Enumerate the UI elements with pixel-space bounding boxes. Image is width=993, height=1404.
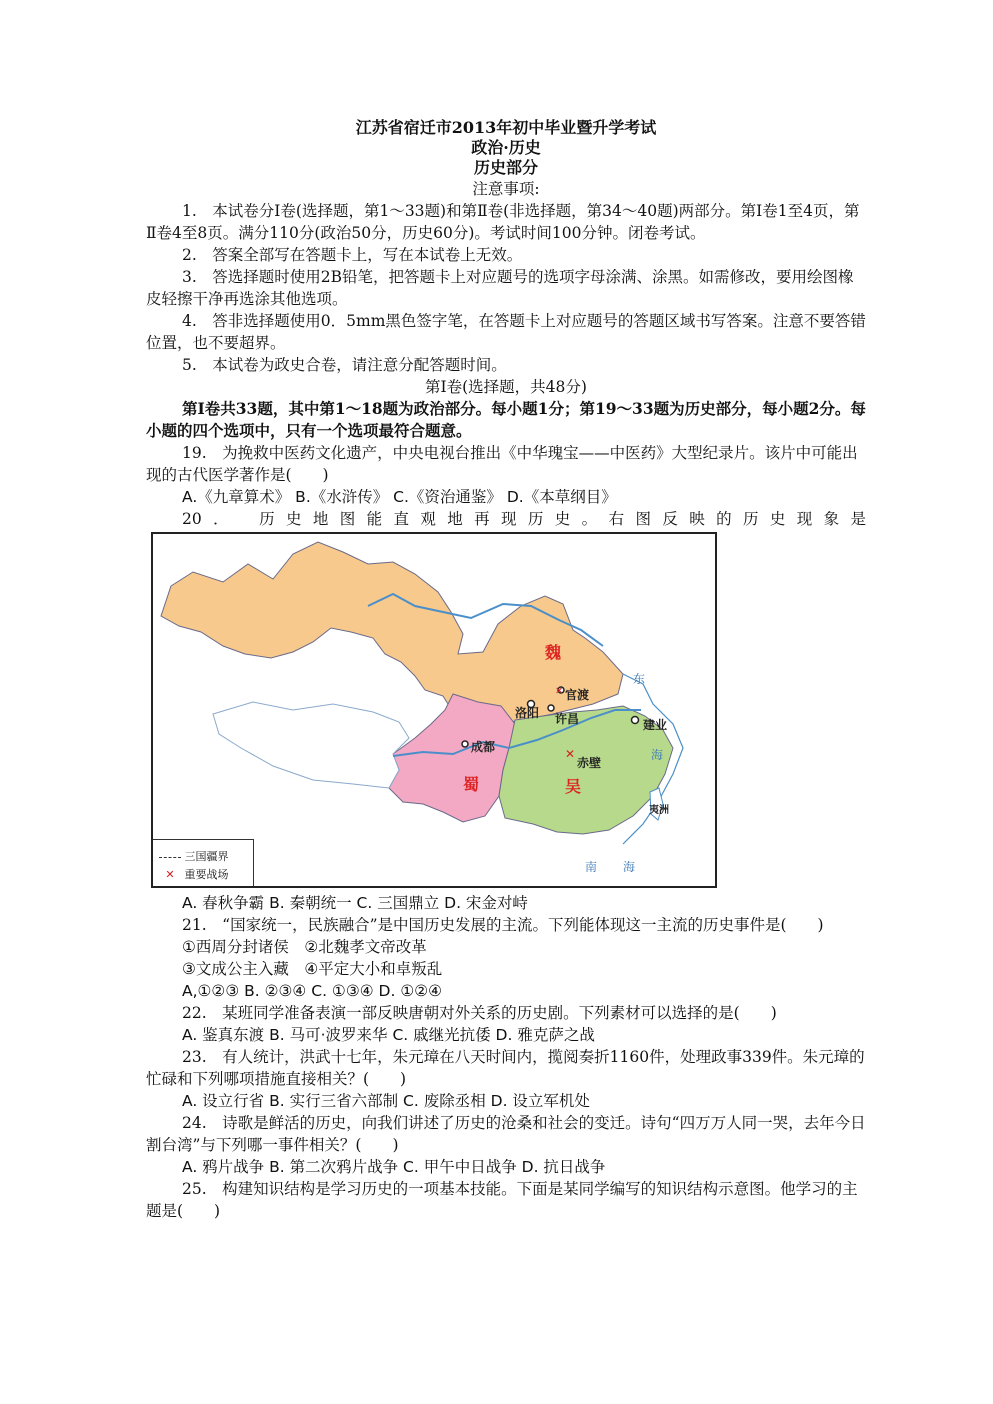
notice-title: 注意事项: [472, 180, 540, 198]
wei-territory [161, 542, 623, 724]
notice-5: 5. 本试卷为政史合卷，请注意分配答题时间。 [182, 356, 507, 374]
label-luoyang: 洛阳 [515, 706, 540, 720]
label-shu: 蜀 [463, 775, 480, 794]
legend-battle-row [159, 864, 229, 886]
label-yizhou: 夷洲 [649, 805, 669, 816]
q21-items2: ③文成公主入藏 ④平定大小和卓叛乱 [182, 960, 443, 978]
shu-territory [389, 694, 515, 822]
q21-stem: 21. “国家统一，民族融合”是中国历史发展的主流。下列能体现这一主流的历史事件是( ) [182, 916, 824, 934]
q23-stem: 23. 有人统计，洪武十七年，朱元璋在八天时间内，揽阅奏折1160件，处理政事339件。朱元璋的忙碌和下列哪项措施直接相关？( ) [146, 1048, 865, 1088]
battle-mark-chibi: ✕ [565, 747, 576, 761]
notice-1: 1. 本试卷分Ⅰ卷(选择题，第1～33题)和第Ⅱ卷(非选择题，第34～40题)两部分。第Ⅰ卷1至4页，第Ⅱ卷4至8页。满分110分(政治50分，历史60分)。考试时间100分钟。闭卷考试。 [146, 202, 860, 242]
q25-stem: 25. 构建知识结构是学习历史的一项基本技能。下面是某同学编写的知识结构示意图。他学习的主题是( ) [146, 1180, 858, 1220]
label-sea-east2: 海 [651, 748, 664, 762]
jianye-marker [632, 717, 639, 724]
q20-options: A. 春秋争霸 B. 秦朝统一 C. 三国鼎立 D. 宋金对峙 [182, 894, 528, 912]
label-xuchang: 许昌 [555, 712, 580, 726]
label-jianye: 建业 [643, 718, 668, 732]
label-wei: 魏 [545, 643, 562, 662]
label-guandu: 官渡 [565, 688, 590, 702]
q23-options: A. 设立行省 B. 实行三省六部制 C. 废除丞相 D. 设立军机处 [182, 1092, 590, 1110]
notice-3: 3. 答选择题时使用2B铅笔，把答题卡上对应题号的选项字母涂满、涂黑。如需修改，要用绘图橡皮轻擦干净再选涂其他选项。 [146, 268, 854, 308]
legend-border-symbol [159, 857, 181, 858]
q19-stem: 19. 为挽救中医药文化遗产，中央电视台推出《中华瑰宝——中医药》大型纪录片。该片中可能出现的古代医学著作是( ) [146, 444, 858, 484]
q21-items1: ①西周分封诸侯 ②北魏孝文帝改革 [182, 938, 427, 956]
label-sea-south: 南 [585, 860, 598, 874]
label-chengdu: 成都 [471, 740, 496, 754]
label-chibi: 赤壁 [577, 756, 602, 770]
label-sea-east: 东 [633, 672, 646, 686]
q22-stem: 22. 某班同学准备表演一部反映唐朝对外关系的历史剧。下列素材可以选择的是( ) [182, 1004, 777, 1022]
notice-4: 4. 答非选择题使用0．5mm黑色签字笔，在答题卡上对应题号的答题区域书写答案。注意不要答错位置，也不要超界。 [146, 312, 866, 352]
xuchang-marker [548, 705, 554, 711]
legend-border-label: 三国疆界 [184, 850, 229, 863]
battle-mark-guandu: ✕ [555, 686, 564, 697]
label-wu: 吴 [565, 777, 582, 796]
q19-options: A.《九章算术》 B.《水浒传》 C.《资治通鉴》 D.《本草纲目》 [182, 488, 617, 506]
legend-battle-label: 重要战场 [184, 868, 229, 881]
map-legend [153, 839, 254, 886]
label-sea-south2: 海 [623, 860, 636, 874]
exam-page [146, 118, 866, 1222]
exam-title: 江苏省宿迁市2013年初中毕业暨升学考试 [355, 118, 657, 137]
q24-options: A. 鸦片战争 B. 第二次鸦片战争 C. 甲午中日战争 D. 抗日战争 [182, 1158, 606, 1176]
battle-cross-icon: ✕ [165, 868, 175, 881]
map-svg [153, 534, 715, 886]
three-kingdoms-map [151, 532, 717, 888]
q24-stem: 24. 诗歌是鲜活的历史，向我们讲述了历史的沧桑和社会的变迁。诗句“四万万人同一哭，去年今日割台湾”与下列哪一事件相关？( ) [146, 1114, 866, 1154]
west-land [213, 702, 409, 788]
q22-options: A. 鉴真东渡 B. 马可·波罗来华 C. 戚继光抗倭 D. 雅克萨之战 [182, 1026, 595, 1044]
section-title: 第Ⅰ卷(选择题，共48分) [425, 378, 587, 396]
exam-subject: 政治·历史 [471, 138, 541, 157]
q21-options: A,①②③ B. ②③④ C. ①③④ D. ①②④ [182, 982, 443, 1000]
q20-stem: 20． 历史地图能直观地再现历史。右图反映的历史现象是 [182, 510, 866, 528]
notice-2: 2. 答案全部写在答题卡上，写在本试卷上无效。 [182, 246, 523, 264]
section-intro: 第Ⅰ卷共33题，其中第1～18题为政治部分。每小题1分；第19～33题为历史部分，每小题2分。每小题的四个选项中，只有一个选项最符合题意。 [146, 399, 866, 440]
chengdu-marker [462, 741, 468, 747]
exam-part: 历史部分 [473, 158, 538, 177]
